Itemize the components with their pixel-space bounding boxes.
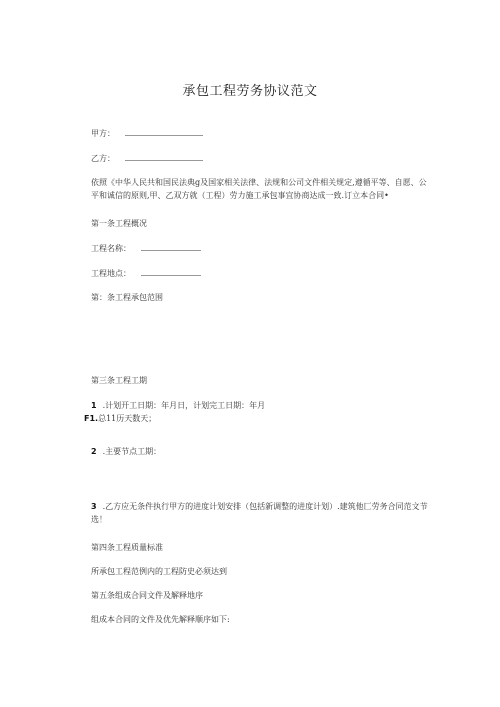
project-location-label: 工程地点： — [91, 269, 131, 278]
schedule-item-1-line-2-text: 总11历天数天； — [98, 414, 157, 423]
party-b-blank — [125, 152, 203, 161]
article-5-title: 第五条组成合同文件及解释地序 — [91, 591, 203, 600]
article-2-title: 第：条工程承包范围 — [91, 293, 163, 302]
schedule-item-3 — [91, 500, 431, 526]
article-4-title: 第四条工程质量标准 — [91, 543, 163, 552]
party-b-row — [91, 152, 203, 165]
project-name-label: 工程名称： — [91, 244, 131, 253]
party-a-label: 甲方： — [91, 129, 115, 138]
article-1-title: 第一条工程概况 — [91, 219, 147, 228]
schedule-item-1-bold-prefix: F1. — [84, 414, 99, 423]
schedule-item-1-line-2 — [84, 413, 156, 425]
article-3-title: 第三条工程工期 — [91, 376, 147, 385]
document-title: 承包工程劳务协议范文 — [182, 84, 318, 99]
schedule-item-2-text: .主要节点工期： — [102, 447, 162, 456]
schedule-item-3-text: .乙方应无条件执行甲方的进度计划安排（包括新调整的进度计划）.建筑他匚劳务合同范文节选！ — [91, 502, 428, 524]
project-location-row — [91, 267, 201, 280]
party-b-label: 乙方： — [91, 154, 115, 163]
schedule-item-3-number: 3 — [91, 502, 97, 511]
schedule-item-2 — [91, 446, 161, 458]
intro-paragraph: 依照《中华人民共和国民法典g及国家相关法律、法规和公司文件相关规定,遵循平等、自愿、公平和诚信的原则,甲、乙双方就（工程）劳力施工承包事宜协商达成一致.订立本合同• — [91, 178, 427, 200]
party-a-blank — [125, 127, 203, 136]
party-a-row — [91, 127, 203, 140]
schedule-item-1-text: .计划开工日期：年月日，计划完工日期：年月 — [102, 401, 266, 410]
schedule-item-1-number: 1 — [91, 401, 97, 410]
contract-documents-text: 组成本合同的文件及优先解释顺序如下: — [91, 615, 230, 624]
schedule-item-1 — [91, 400, 265, 412]
schedule-item-2-number: 2 — [91, 447, 97, 456]
project-name-blank — [141, 242, 201, 251]
project-name-row — [91, 242, 201, 255]
quality-standard-text: 所承包工程范例内的工程防史必须达到 — [91, 567, 227, 576]
project-location-blank — [141, 267, 201, 276]
